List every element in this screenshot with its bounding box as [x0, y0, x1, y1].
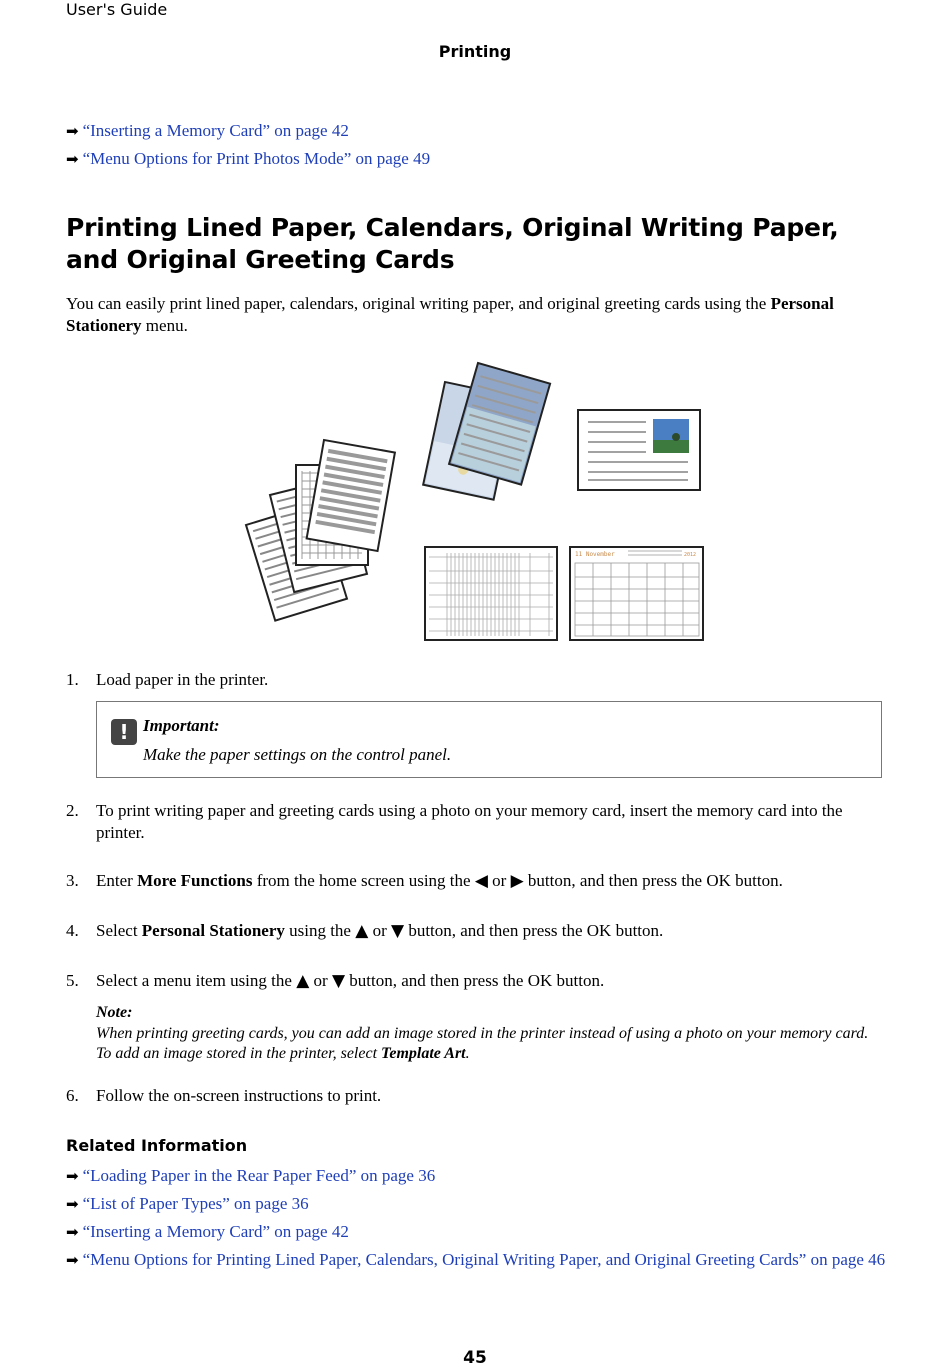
step-number: 6.: [66, 1086, 79, 1105]
calendar-year-label: 2012: [684, 552, 697, 558]
step-text-pre: Select a menu item using the: [96, 971, 297, 990]
lined-paper-icon: [246, 440, 395, 621]
intro-paragraph: [66, 293, 886, 337]
link-text[interactable]: “Loading Paper in the Rear Paper Feed” on page 36: [82, 1166, 436, 1185]
related-link-memory-card[interactable]: [66, 1221, 349, 1244]
note-template-art: Template Art: [381, 1045, 466, 1062]
greeting-card-icon: [578, 410, 700, 490]
link-text[interactable]: “List of Paper Types” on page 36: [82, 1194, 309, 1213]
step-text: Load paper in the printer.: [96, 670, 269, 689]
related-information-heading: Related Information: [66, 1136, 248, 1155]
intro-text: You can easily print lined paper, calendars, original writing paper, and original greeting cards using the: [66, 294, 771, 313]
link-text[interactable]: “Inserting a Memory Card” on page 42: [82, 121, 349, 140]
section-header: Printing: [438, 42, 512, 61]
intro-text-end: menu.: [141, 316, 188, 335]
step-text-mid: from the home screen using the: [252, 871, 475, 890]
note-heading: Note:: [96, 1004, 133, 1021]
related-link-loading-paper[interactable]: [66, 1165, 435, 1188]
related-link-paper-types[interactable]: [66, 1193, 309, 1216]
down-arrow-icon: ▼: [331, 971, 346, 991]
arrow-right-icon: ➡: [66, 1197, 79, 1213]
step-text-post: button, and then press the OK button.: [404, 921, 664, 940]
link-text[interactable]: “Inserting a Memory Card” on page 42: [82, 1222, 349, 1241]
step-text-post: button, and then press the OK button.: [523, 871, 783, 890]
menu-name: Personal Stationery: [141, 921, 285, 940]
stationery-illustration: [240, 360, 710, 650]
step-number: 4.: [66, 921, 79, 940]
arrow-right-icon: ➡: [66, 1225, 79, 1241]
calendar-month-label: 11 November: [575, 551, 615, 558]
step-text-post: button, and then press the OK button.: [345, 971, 605, 990]
page-number: 45: [463, 1348, 487, 1368]
page-title: Printing Lined Paper, Calendars, Original Writing Paper, and Original Greeting Cards: [66, 213, 839, 274]
step-text-mid: using the: [284, 921, 356, 940]
step-text: [96, 970, 886, 992]
up-arrow-icon: ▲: [296, 971, 310, 991]
arrow-right-icon: ➡: [66, 1169, 79, 1185]
note-body: [96, 1024, 886, 1064]
schedule-paper-icon: [425, 547, 557, 640]
step-text-pre: Enter: [96, 871, 138, 890]
down-arrow-icon: ▼: [390, 921, 405, 941]
important-callout: [96, 701, 882, 778]
arrow-right-icon: ➡: [66, 124, 79, 140]
important-heading: Important:: [143, 716, 220, 735]
menu-name: More Functions: [137, 871, 253, 890]
important-body: Make the paper settings on the control panel.: [143, 745, 452, 764]
step-2: [66, 800, 886, 844]
important-warning-icon: !: [111, 719, 137, 745]
left-arrow-icon: ◀: [474, 871, 488, 891]
link-text[interactable]: “Menu Options for Printing Lined Paper, Calendars, Original Writing Paper, and Original Greeting Cards” on page 46: [82, 1250, 886, 1269]
note-text: When printing greeting cards, you can add an image stored in the printer instead of using a photo on your memory card. To add an image stored in the printer, select: [96, 1025, 869, 1062]
step-text: To print writing paper and greeting cards using a photo on your memory card, insert the memory card into the printer.: [96, 801, 843, 842]
running-header: User's Guide: [66, 0, 168, 19]
calendar-icon: [570, 547, 703, 640]
intro-menu-name: Personal Stationery: [66, 294, 834, 335]
step-number: 1.: [66, 670, 79, 689]
arrow-right-icon: ➡: [66, 1253, 79, 1269]
step-text: [96, 920, 886, 942]
link-menu-options-print-photos[interactable]: [66, 148, 430, 171]
or-text: or: [368, 921, 391, 940]
link-inserting-memory-card[interactable]: [66, 120, 349, 143]
step-number: 2.: [66, 801, 79, 820]
up-arrow-icon: ▲: [355, 921, 369, 941]
link-text[interactable]: “Menu Options for Print Photos Mode” on page 49: [82, 149, 431, 168]
step-number: 5.: [66, 971, 79, 990]
arrow-right-icon: ➡: [66, 152, 79, 168]
step-text-pre: Select: [96, 921, 142, 940]
step-text: Follow the on-screen instructions to print.: [96, 1086, 382, 1105]
step-text: [96, 870, 886, 892]
note-text-end: .: [465, 1045, 470, 1062]
writing-paper-icon: [423, 363, 550, 500]
related-link-menu-options-lined-paper[interactable]: [66, 1249, 886, 1272]
or-text: or: [309, 971, 332, 990]
or-text: or: [487, 871, 511, 890]
right-arrow-icon: ▶: [510, 871, 524, 891]
step-number: 3.: [66, 871, 79, 890]
